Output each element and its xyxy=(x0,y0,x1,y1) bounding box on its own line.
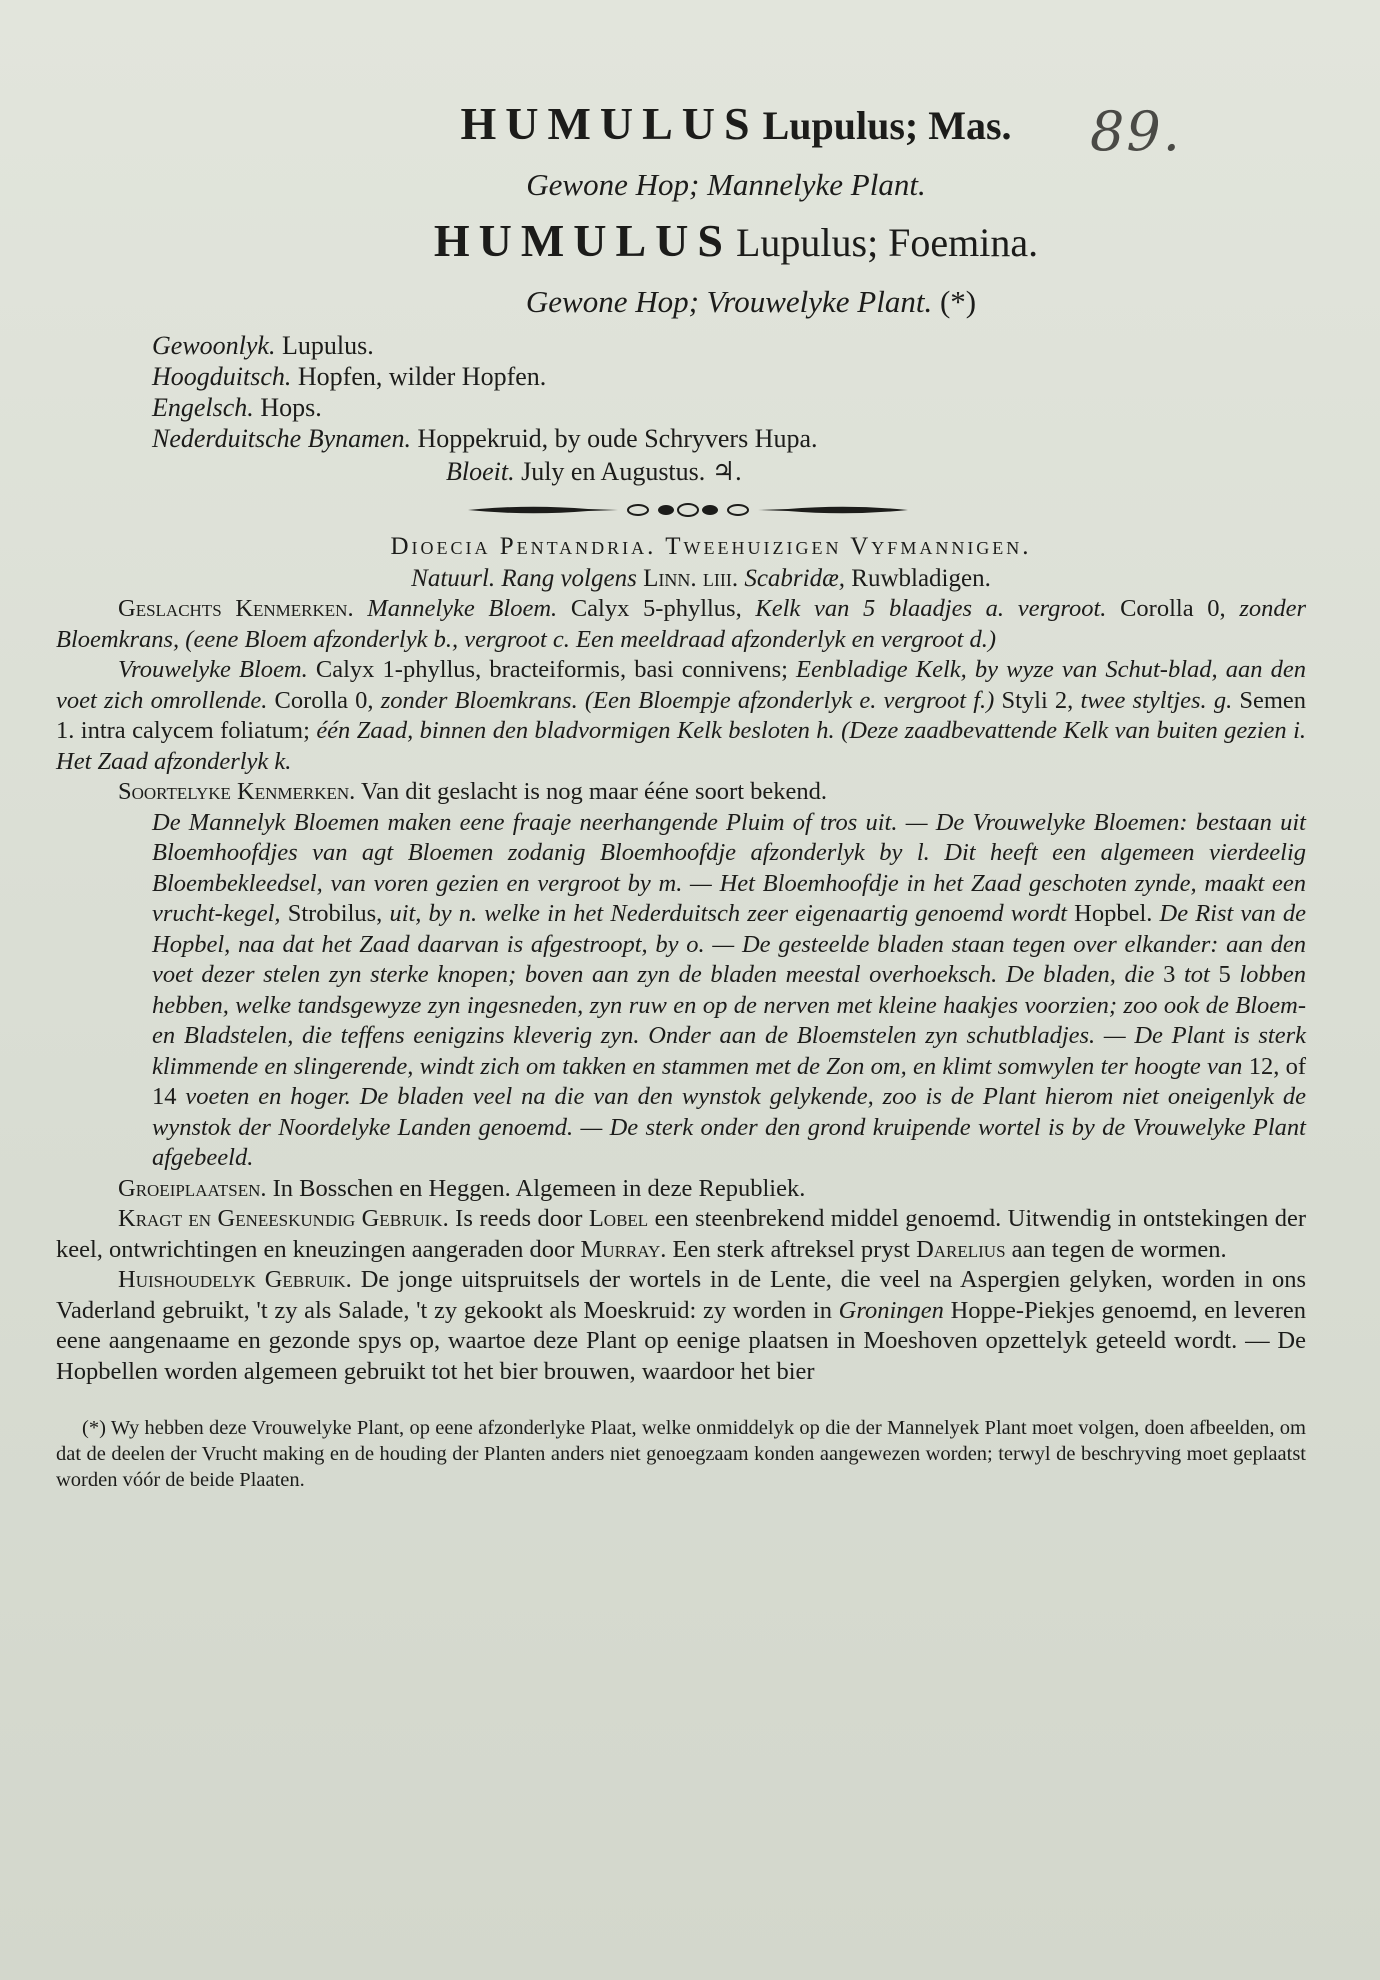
name-label: Engelsch. xyxy=(152,393,254,422)
dutch-name-text: Gewone Hop; Vrouwelyke Plant. xyxy=(525,284,933,319)
genus-name: HUMULUS xyxy=(460,98,759,149)
order-latin: Scabridæ, xyxy=(744,565,846,592)
species-description xyxy=(152,808,1306,1174)
latin-text: Calyx 5-phyllus, xyxy=(570,595,742,622)
place-name: Groningen xyxy=(838,1296,944,1324)
dutch-text: één Zaad, binnen den bladvormigen Kelk besloten h. (Deze zaadbevattende Kelk van buiten gezien i. Het Zaad afzonderlyk k. xyxy=(56,717,1307,775)
body-text: een steenbrekend middel genoemd. Uitwendig in ontstekingen der keel, ontwrichtingen en kneuzingen aangeraden door xyxy=(56,1205,1307,1263)
species-characters-intro xyxy=(56,777,1306,808)
order-text: Natuurl. Rang volgens xyxy=(411,565,637,592)
natural-order xyxy=(96,564,1306,594)
name-row xyxy=(152,423,1306,454)
flowering-time xyxy=(446,454,1306,490)
body-text: De jonge uitspruitsels der wortels in de Lente, die veel na Aspergien gelyken, worden in ons Vaderland gebruikt, 't zy als Salade, 't zy gekookt als Moeskruid: zy worden in xyxy=(56,1266,1307,1324)
genus-characters-female xyxy=(56,655,1306,777)
footnote: (*) Wy hebben deze Vrouwelyke Plant, op eene afzonderlyke Plaat, welke onmiddelyk op die der Mannelyek Plant moet volgen, doen afbeelden, om dat de deelen der Vrucht making en de houding der Planten anders niet genoegzaam konden aangewezen worden; terwyl de beschryving moet geplaatst worden vóór de beide Plaaten. xyxy=(56,1417,1306,1491)
body-text: Is reeds door xyxy=(455,1205,583,1232)
name-value: Lupulus. xyxy=(281,331,374,360)
latin-text: Corolla 0, xyxy=(1120,595,1226,622)
footnote-mark: (*) xyxy=(939,284,977,319)
dutch-text: Kelk van 5 blaadjes a. vergroot. xyxy=(755,595,1107,622)
name-row xyxy=(152,330,1306,361)
latin-text: Corolla 0, xyxy=(274,686,374,714)
number: 3 xyxy=(1163,961,1176,988)
description-text: lobben hebben, welke tandsgewyze zyn ingesneden, zyn ruw en op de nerven met kleine haakjes voorzien; zoo ook de Bloem- en Bladstelen, die teffens eenigzins kleverig zyn. Onder aan de Bloemstelen zyn schutbladjes. — De Plant is sterk klimmende en slingerende, windt zich om takken en stammen met de Zon om, en klimt somwylen ter hoogte van xyxy=(152,961,1306,1080)
dutch-text: twee styltjes. g. xyxy=(1080,686,1233,714)
female-flower-label: Vrouwelyke Bloem. xyxy=(118,656,308,683)
author-name: Murray. xyxy=(580,1235,667,1263)
body-text: Een sterk aftreksel pryst xyxy=(672,1235,910,1263)
dutch-text: Eenbladige Kelk, by wyze van Schut-blad, aan den voet zich omrollende. xyxy=(56,656,1307,714)
linnaean-class: Dioecia Pentandria. Tweehuizigen Vyfmannigen. xyxy=(390,533,1032,560)
description-text: De Rist van de Hopbel, naa dat het Zaad daarvan is afgestroopt, by o. — De gesteelde bladen staan tegen over elkander: aan den voet dezer stelen zyn sterke knopen; boven aan zyn de bladen meestal overhoeksch. De bladen, die xyxy=(152,900,1307,988)
section-heading: Soortelyke Kenmerken. xyxy=(118,778,356,805)
genus-characters-male xyxy=(56,594,1306,655)
species-intro: Van dit geslacht is nog maar ééne soort bekend. xyxy=(360,778,828,805)
title-female xyxy=(166,213,1306,280)
dutch-text: zonder Bloemkrans. (Een Bloempje afzonderlyk e. vergroot f.) xyxy=(380,686,995,714)
dutch-name-female xyxy=(196,280,1306,324)
description-text: uit, by n. welke in het Nederduitsch zeer eigenaartig genoemd wordt xyxy=(389,900,1068,927)
name-value: Hoppekruid, by oude Schryvers Hupa. xyxy=(417,424,818,453)
dutch-name-male: Gewone Hop; Mannelyke Plant. xyxy=(526,167,926,202)
description-text: voeten en hoger. De bladen veel na die van den wynstok gelykende, zoo is de Plant hierom niet oneigenlyk de wynstok der Noordelyke Landen genoemd. — De sterk onder den grond kruipende wortel is by de Vrouwelyke Plant afgebeeld. xyxy=(152,1083,1306,1171)
name-value: Hopfen, wilder Hopfen. xyxy=(297,362,547,391)
page-number: 89. xyxy=(1090,100,1182,163)
latin-text: Calyx 1-phyllus, bracteiformis, basi connivens; xyxy=(315,656,788,683)
medical-use xyxy=(56,1204,1306,1265)
name-row xyxy=(152,392,1306,423)
latin-text: Semen 1. intra calycem foliatum; xyxy=(56,686,1307,744)
dutch-term: Hopbel. xyxy=(1074,900,1153,927)
name-label: Hoogduitsch. xyxy=(152,362,292,391)
author-name: Darelius xyxy=(916,1235,1006,1263)
order-author: Linn. xyxy=(643,565,697,592)
order-dutch: Ruwbladigen. xyxy=(851,565,991,592)
title-male xyxy=(166,96,1306,163)
order-number: liii. xyxy=(702,565,739,592)
body-text: aan tegen de wormen. xyxy=(1011,1235,1227,1263)
name-label: Nederduitsche Bynamen. xyxy=(152,424,411,453)
number: 5 xyxy=(1218,961,1231,988)
description-text: De Mannelyk Bloemen maken eene fraaje neerhangende Pluim of tros uit. — De Vrouwelyke Bloemen: bestaan uit Bloemhoofdjes van agt Bloemen zodanig Bloemhoofdje afzonderlyk by l. Dit heeft een algemeen vierdeelig Bloembekleedsel, van voren gezien en vergroot by m. — Het Bloemhoofdje in het Zaad geschoten zynde, maakt een vrucht-kegel, xyxy=(152,808,1306,927)
male-flower-label: Mannelyke Bloem. xyxy=(367,595,558,622)
flowering-value: July en Augustus. ♃. xyxy=(521,457,742,486)
vernacular-names xyxy=(152,330,1306,454)
section-heading: Kragt en Geneeskundig Gebruik. xyxy=(118,1205,449,1232)
body-text: Hoppe-Piekjes genoemd, en leveren eene aangenaame en gezonde spys op, waartoe deze Plant op eenige plaatsen in Moeshoven opzettelyk geteeld wordt. — De Hopbellen worden algemeen gebruikt tot het bier brouwen, waardoor het bier xyxy=(56,1296,1307,1385)
section-heading: Geslachts Kenmerken. xyxy=(118,595,354,622)
dutch-text: zonder Bloemkrans, (eene Bloem afzonderlyk b., vergroot c. Een meeldraad afzonderlyk en vergroot d.) xyxy=(56,595,1307,653)
author-name: Lobel xyxy=(588,1205,649,1232)
household-use xyxy=(56,1265,1306,1387)
habitat-text: In Bosschen en Heggen. Algemeen in deze Republiek. xyxy=(272,1174,806,1202)
genus-name: HUMULUS xyxy=(433,215,732,266)
habitat xyxy=(56,1174,1306,1205)
ornamental-divider xyxy=(468,500,908,520)
latin-term: Strobilus, xyxy=(287,900,383,927)
section-heading: Huishoudelyk Gebruik. xyxy=(118,1266,352,1293)
name-row xyxy=(152,361,1306,392)
name-value: Hops. xyxy=(260,393,322,422)
flowering-label: Bloeit. xyxy=(446,457,515,486)
content xyxy=(56,96,1306,1493)
name-label: Gewoonlyk. xyxy=(152,331,276,360)
species-name: Lupulus; Mas. xyxy=(762,103,1012,148)
description-text: tot xyxy=(1183,961,1210,988)
section-heading: Groeiplaatsen. xyxy=(118,1174,267,1202)
number: 12, of 14 xyxy=(152,1052,1306,1110)
species-name: Lupulus; Foemina. xyxy=(735,220,1039,265)
latin-text: Styli 2, xyxy=(1001,686,1074,714)
